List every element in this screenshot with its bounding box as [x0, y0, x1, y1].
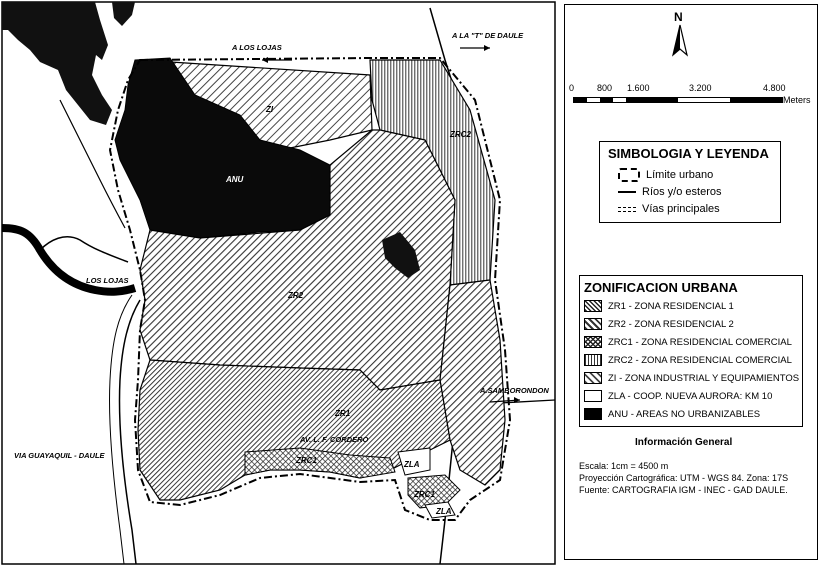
info-title: Información General [635, 437, 733, 448]
zonificacion-box [579, 275, 803, 427]
scale-tick-800: 800 [597, 83, 613, 93]
scale-tick-3200: 3.200 [689, 83, 712, 93]
label-zone-zla-a: ZLA [404, 460, 420, 469]
boundary-dashdot-icon [618, 168, 640, 182]
simbologia-title: SIMBOLOGIA Y LEYENDA [608, 146, 769, 161]
scale-unit: Meters [783, 95, 811, 105]
zone-legend-zrc1: ZRC1 - ZONA RESIDENCIAL COMERCIAL [584, 336, 792, 348]
zone-legend-zr2: ZR2 - ZONA RESIDENCIAL 2 [584, 318, 734, 330]
scale-bar-segments [573, 97, 783, 103]
label-a-la-t-de-daule: A LA "T" DE DAULE [452, 31, 524, 40]
zi-swatch-icon [584, 372, 602, 384]
zone-legend-zi: ZI - ZONA INDUSTRIAL Y EQUIPAMIENTOS [584, 372, 799, 384]
zr2-swatch-icon [584, 318, 602, 330]
legend-item-limite: Límite urbano [618, 168, 713, 182]
info-line-projection: Proyección Cartográfica: UTM - WGS 84. Zona: 17S [579, 473, 789, 483]
label-a-los-lojas: A LOS LOJAS [232, 43, 282, 52]
label-los-lojas: LOS LOJAS [86, 276, 129, 285]
info-line-source: Fuente: CARTOGRAFIA IGM - INEC - GAD DAULE. [579, 485, 788, 495]
label-zone-zr2: ZR2 [288, 291, 304, 300]
river-line-icon [618, 191, 636, 193]
label-zone-zrc1-b: ZRC1 [414, 490, 435, 499]
zone-legend-zla: ZLA - COOP. NUEVA AURORA: KM 10 [584, 390, 772, 402]
label-zone-zrc1-a: ZRC1 [296, 456, 317, 465]
zr1-swatch-icon [584, 300, 602, 312]
zrc2-swatch-icon [584, 354, 602, 366]
label-zone-zr1: ZR1 [335, 409, 351, 418]
label-zone-zla-b: ZLA [436, 507, 452, 516]
zrc1-swatch-icon [584, 336, 602, 348]
label-zone-zi: ZI [266, 105, 274, 114]
legend-item-rios: Ríos y/o esteros [618, 186, 721, 198]
legend-item-vias: Vías principales [618, 203, 720, 215]
simbologia-box [599, 141, 781, 223]
label-zone-zrc2: ZRC2 [450, 130, 471, 139]
zone-legend-zr1: ZR1 - ZONA RESIDENCIAL 1 [584, 300, 734, 312]
anu-swatch-icon [584, 408, 602, 420]
label-a-samborondon: A.SAMBORONDON [480, 386, 549, 395]
scale-tick-4800: 4.800 [763, 83, 786, 93]
label-via-guayaquil-daule: VIA GUAYAQUIL - DAULE [14, 451, 105, 460]
label-zone-anu: ANU [226, 175, 244, 184]
north-letter: N [674, 10, 683, 24]
road-line-icon [618, 207, 636, 212]
zonificacion-title: ZONIFICACION URBANA [584, 280, 738, 295]
info-line-scale: Escala: 1cm = 4500 m [579, 461, 669, 471]
zone-legend-anu: ANU - AREAS NO URBANIZABLES [584, 408, 760, 420]
scale-tick-1600: 1.600 [627, 83, 650, 93]
zla-swatch-icon [584, 390, 602, 402]
legend-panel [564, 4, 818, 560]
label-av-cordero: AV. L. F. CORDERO [300, 435, 369, 444]
zone-legend-zrc2: ZRC2 - ZONA RESIDENCIAL COMERCIAL [584, 354, 792, 366]
scale-tick-0: 0 [569, 83, 575, 93]
